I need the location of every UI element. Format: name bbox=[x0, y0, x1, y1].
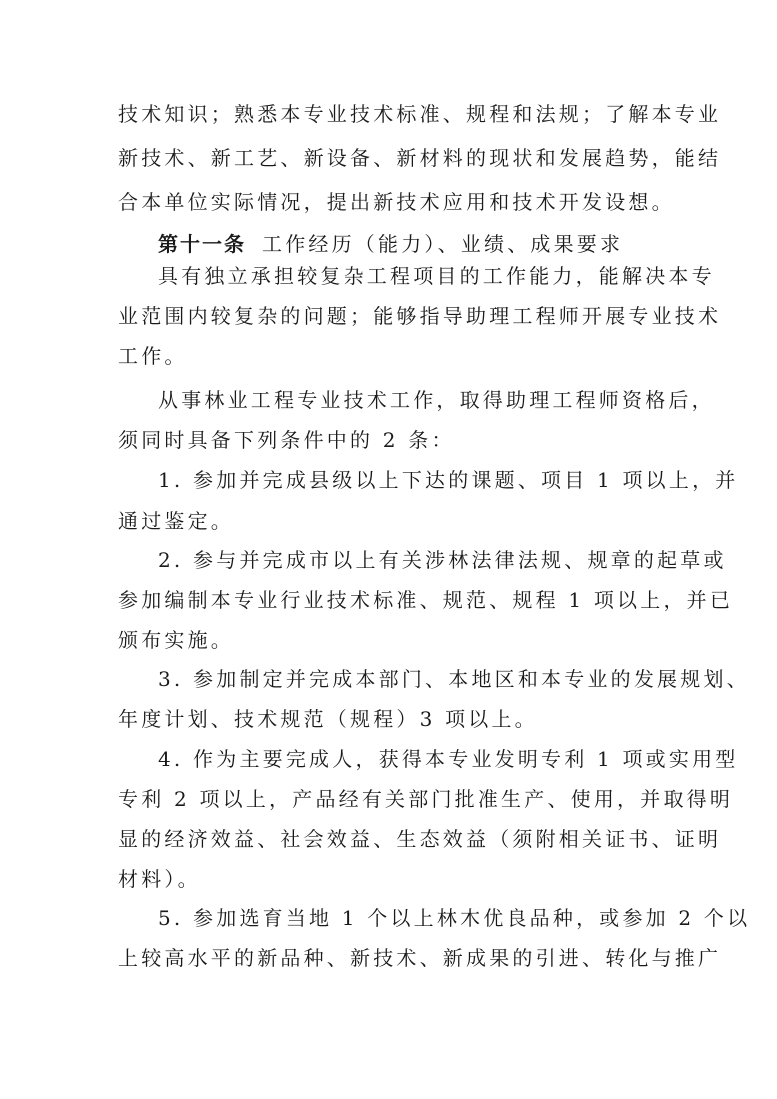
text-line: 业范围内较复杂的问题；能够指导助理工程师开展专业技术 bbox=[118, 304, 722, 328]
list-item: 3. 参加制定并完成本部门、本地区和本专业的发展规划、 bbox=[158, 667, 750, 691]
text-line: 材料）。 bbox=[118, 867, 201, 891]
text-line: 技术知识；熟悉本专业技术标准、规程和法规；了解本专业 bbox=[118, 102, 722, 126]
text-line: 上较高水平的新品种、新技术、新成果的引进、转化与推广 bbox=[118, 946, 722, 970]
text-line: 显的经济效益、社会效益、生态效益（须附相关证书、证明 bbox=[118, 827, 722, 851]
text-line: 年度计划、技术规范（规程）3 项以上。 bbox=[118, 707, 538, 731]
text-line: 专利 2 项以上，产品经有关部门批准生产、使用，并取得明 bbox=[118, 787, 734, 811]
article-title: 工作经历（能力）、业绩、成果要求 bbox=[262, 232, 624, 256]
article-heading bbox=[158, 232, 718, 256]
text-line: 具有独立承担较复杂工程项目的工作能力，能解决本专 bbox=[158, 264, 715, 288]
list-item: 5. 参加选育当地 1 个以上林木优良品种，或参加 2 个以 bbox=[158, 906, 751, 930]
list-item: 4. 作为主要完成人，获得本专业发明专利 1 项或实用型 bbox=[158, 747, 739, 771]
text-line: 工作。 bbox=[118, 344, 188, 368]
text-line: 参加编制本专业行业技术标准、规范、规程 1 项以上，并已 bbox=[118, 588, 734, 612]
text-line: 颁布实施。 bbox=[118, 628, 234, 652]
text-line: 从事林业工程专业技术工作，取得助理工程师资格后， bbox=[158, 388, 715, 412]
text-line: 须同时具备下列条件中的 2 条： bbox=[118, 428, 455, 452]
article-number: 第十一条 bbox=[158, 232, 246, 256]
list-item: 1. 参加并完成县级以上下达的课题、项目 1 项以上，并 bbox=[158, 468, 739, 492]
text-line: 通过鉴定。 bbox=[118, 509, 234, 533]
list-item: 2. 参与并完成市以上有关涉林法律法规、规章的起草或 bbox=[158, 548, 727, 572]
text-line: 新技术、新工艺、新设备、新材料的现状和发展趋势，能结 bbox=[118, 146, 722, 170]
text-line: 合本单位实际情况，提出新技术应用和技术开发设想。 bbox=[118, 190, 675, 214]
